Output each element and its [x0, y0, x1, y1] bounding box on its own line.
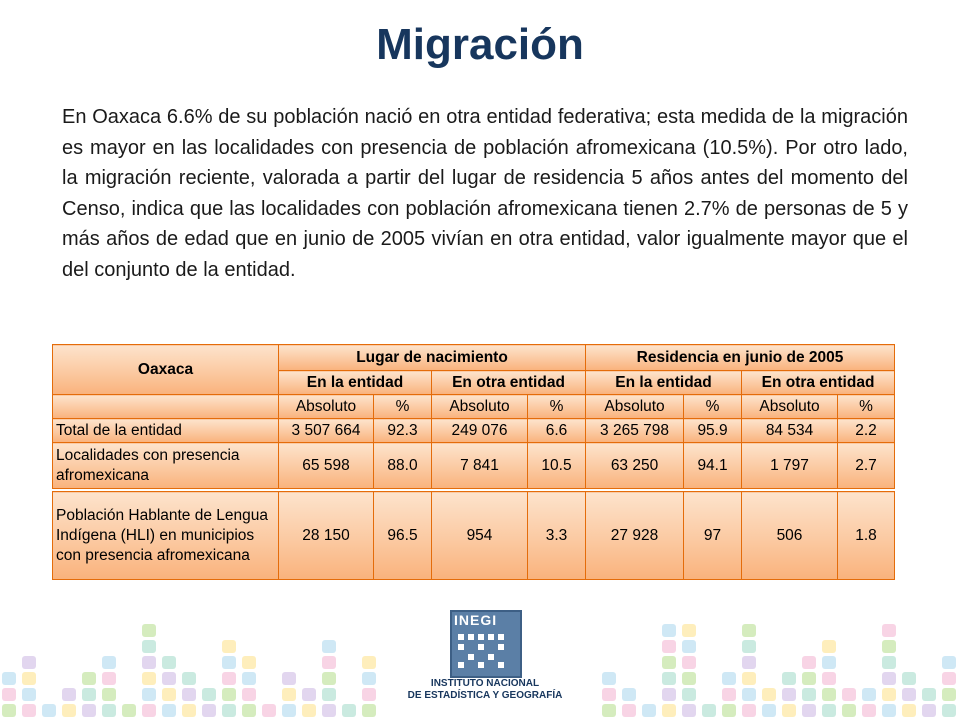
inegi-logo	[400, 610, 570, 720]
table-cell: 3.3	[528, 492, 586, 580]
table-cell: 3 265 798	[586, 419, 684, 443]
table-cell: 10.5	[528, 443, 586, 489]
table-cell: 7 841	[432, 443, 528, 489]
measure-header: Absoluto	[432, 395, 528, 419]
measure-header: Absoluto	[742, 395, 838, 419]
table-cell: 28 150	[279, 492, 374, 580]
table-cell: 954	[432, 492, 528, 580]
table-row	[53, 419, 895, 443]
table-corner-header: Oaxaca	[53, 345, 279, 395]
page-title: Migración	[376, 20, 584, 69]
table-cell: 63 250	[586, 443, 684, 489]
logo-line-2: DE ESTADÍSTICA Y GEOGRAFÍA	[407, 690, 563, 701]
row-label: Población Hablante de Lengua Indígena (HLI) en municipios con presencia afromexicana	[53, 492, 279, 580]
measure-header: %	[838, 395, 895, 419]
measure-header: Absoluto	[279, 395, 374, 419]
table-cell: 2.2	[838, 419, 895, 443]
table-cell: 506	[742, 492, 838, 580]
subheader-res-in-state: En la entidad	[586, 371, 742, 395]
measure-header: Absoluto	[586, 395, 684, 419]
logo-dots-icon	[456, 630, 514, 670]
logo-institution-text	[400, 678, 570, 702]
measure-header: %	[374, 395, 432, 419]
group-header-residence: Residencia en junio de 2005	[586, 345, 895, 371]
table-cell: 96.5	[374, 492, 432, 580]
table-cell: 2.7	[838, 443, 895, 489]
row-label: Localidades con presencia afromexicana	[53, 443, 279, 489]
table-cell: 94.1	[684, 443, 742, 489]
measure-header: %	[684, 395, 742, 419]
blank-cell	[53, 395, 279, 419]
row-label: Total de la entidad	[53, 419, 279, 443]
table-cell: 84 534	[742, 419, 838, 443]
table-row	[53, 443, 895, 489]
table-cell: 3 507 664	[279, 419, 374, 443]
table-cell: 1.8	[838, 492, 895, 580]
table-cell: 88.0	[374, 443, 432, 489]
table-row	[53, 492, 895, 580]
measure-header: %	[528, 395, 586, 419]
table-cell: 27 928	[586, 492, 684, 580]
table-cell: 95.9	[684, 419, 742, 443]
subheader-birth-other-state: En otra entidad	[432, 371, 586, 395]
intro-paragraph: En Oaxaca 6.6% de su población nació en otra entidad federativa; esta medida de la migración es mayor en las localidades con presencia de población afromexicana (10.5%). Por otro lado, la migración reciente, valorada a partir del lugar de residencia 5 años antes del momento del Censo, indica que las localidades con población afromexicana tienen 2.7% de personas de 5 y más años de edad que en junio de 2005 vivían en otra entidad, valor igualmente mayor que el del conjunto de la entidad.	[62, 106, 908, 281]
group-header-birthplace: Lugar de nacimiento	[279, 345, 586, 371]
logo-line-1: INSTITUTO NACIONAL	[430, 678, 540, 689]
table-cell: 6.6	[528, 419, 586, 443]
table-cell: 1 797	[742, 443, 838, 489]
hli-table	[52, 491, 895, 580]
table-cell: 92.3	[374, 419, 432, 443]
migration-table	[52, 344, 895, 489]
table-cell: 249 076	[432, 419, 528, 443]
logo-word: INEGI	[454, 612, 498, 628]
subheader-birth-in-state: En la entidad	[279, 371, 432, 395]
table-cell: 65 598	[279, 443, 374, 489]
table-cell: 97	[684, 492, 742, 580]
subheader-res-other-state: En otra entidad	[742, 371, 895, 395]
